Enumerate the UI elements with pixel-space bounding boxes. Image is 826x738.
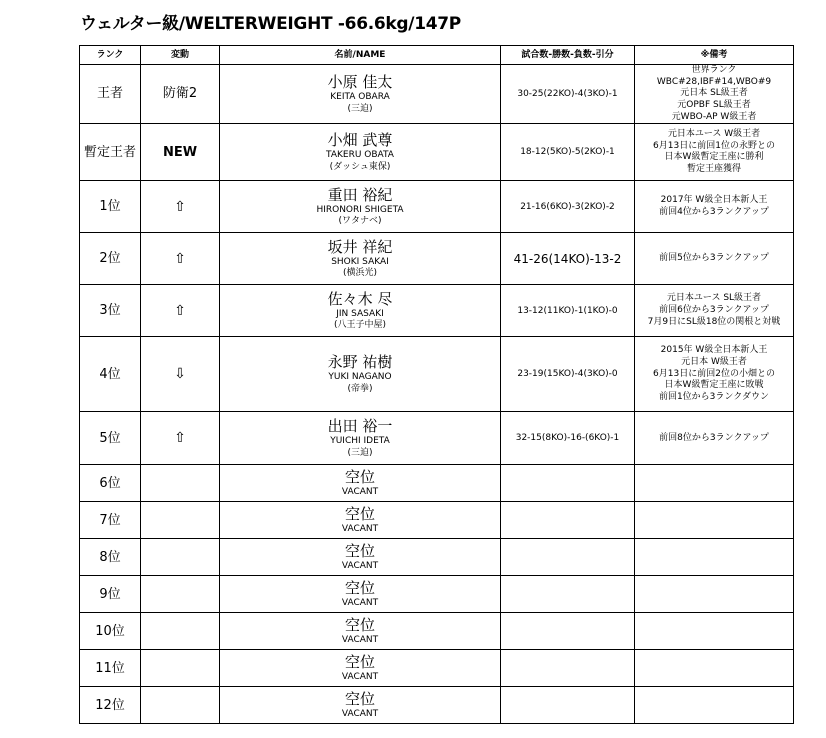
change-cell <box>141 539 220 576</box>
change-cell <box>141 687 220 724</box>
record-cell: 18-12(5KO)-5(2KO)-1 <box>501 124 635 181</box>
name-cell <box>220 412 501 465</box>
boxer-name-en: VACANT <box>341 708 379 719</box>
boxer-name-jp: 坂井 祥紀 <box>327 237 393 256</box>
table-row <box>80 181 794 233</box>
notes-cell <box>635 576 794 613</box>
record-cell: 41-26(14KO)-13-2 <box>501 233 635 285</box>
header-record: 試合数-勝数-負数-引分 <box>501 46 635 65</box>
note-line: 前回4位から3ランクアップ <box>659 206 769 217</box>
rank-down-icon: ⇩ <box>141 337 220 412</box>
table-row <box>80 650 794 687</box>
gym-name: (ワタナベ) <box>338 216 382 227</box>
note-line: 6月13日に前回2位の小畑との <box>653 368 775 379</box>
record-cell <box>501 539 635 576</box>
notes-cell <box>635 285 794 337</box>
rank-cell: 3位 <box>80 285 141 337</box>
change-cell: 防衛2 <box>141 65 220 124</box>
boxer-name-en: KEITA OBARA <box>330 91 390 102</box>
note-line: 元日本ユース W級王者 <box>667 129 761 140</box>
name-cell <box>220 576 501 613</box>
notes-cell <box>635 65 794 124</box>
table-header-row <box>80 46 794 65</box>
note-line: 元WBO-AP W級王者 <box>671 111 757 122</box>
table-row <box>80 465 794 502</box>
boxer-name-jp: 佐々木 尽 <box>327 289 393 308</box>
boxer-name-en: YUKI NAGANO <box>328 372 392 383</box>
boxer-name-en: SHOKI SAKAI <box>331 256 389 267</box>
boxer-name-jp: 出田 裕一 <box>327 417 393 436</box>
boxer-name-en: JIN SASAKI <box>336 308 384 319</box>
notes-cell <box>635 613 794 650</box>
table-row <box>80 502 794 539</box>
record-cell <box>501 465 635 502</box>
record-cell <box>501 502 635 539</box>
header-change: 変動 <box>141 46 220 65</box>
name-cell <box>220 233 501 285</box>
table-row <box>80 576 794 613</box>
ranking-table <box>79 45 794 724</box>
note-line: 元日本 SL級王者 <box>680 88 748 99</box>
boxer-name-jp: 空位 <box>344 653 375 672</box>
boxer-name-en: VACANT <box>341 523 379 534</box>
boxer-name-en: HIRONORI SHIGETA <box>316 204 404 215</box>
note-line: 暫定王座獲得 <box>686 164 741 175</box>
name-cell <box>220 613 501 650</box>
record-cell: 32-15(8KO)-16-(6KO)-1 <box>501 412 635 465</box>
notes-cell <box>635 687 794 724</box>
change-cell: NEW <box>141 124 220 181</box>
rank-cell: 5位 <box>80 412 141 465</box>
table-row <box>80 285 794 337</box>
boxer-name-jp: 重田 裕紀 <box>327 185 393 204</box>
name-cell <box>220 337 501 412</box>
boxer-name-jp: 永野 祐樹 <box>327 353 393 372</box>
note-line: 前回5位から3ランクアップ <box>659 253 769 264</box>
note-line: 7月9日にSL級18位の関根と対戦 <box>647 316 781 327</box>
notes-cell <box>635 412 794 465</box>
change-cell <box>141 650 220 687</box>
notes-cell <box>635 502 794 539</box>
name-cell <box>220 181 501 233</box>
gym-name: (ダッシュ東保) <box>329 161 391 172</box>
record-cell: 30-25(22KO)-4(3KO)-1 <box>501 65 635 124</box>
page-title: ウェルター級/WELTERWEIGHT -66.6kg/147P <box>80 14 461 34</box>
note-line: 元日本ユース SL級王者 <box>666 293 762 304</box>
note-line: 日本W級暫定王座に勝利 <box>664 152 764 163</box>
table-row <box>80 687 794 724</box>
boxer-name-jp: 小原 佳太 <box>327 73 393 92</box>
table-row <box>80 65 794 124</box>
record-cell: 21-16(6KO)-3(2KO)-2 <box>501 181 635 233</box>
gym-name: (三迫) <box>347 447 373 458</box>
table-row <box>80 124 794 181</box>
rank-up-icon: ⇧ <box>141 233 220 285</box>
boxer-name-en: VACANT <box>341 597 379 608</box>
rank-cell: 10位 <box>80 613 141 650</box>
notes-cell <box>635 181 794 233</box>
rank-cell: 4位 <box>80 337 141 412</box>
record-cell: 13-12(11KO)-1(1KO)-0 <box>501 285 635 337</box>
table-row <box>80 539 794 576</box>
note-line: 2017年 W級全日本新人王 <box>660 195 768 206</box>
boxer-name-jp: 空位 <box>344 690 375 709</box>
name-cell <box>220 65 501 124</box>
header-name: 名前/NAME <box>220 46 501 65</box>
boxer-name-jp: 空位 <box>344 468 375 487</box>
gym-name: (八王子中屋) <box>333 320 387 331</box>
table-row <box>80 233 794 285</box>
boxer-name-jp: 空位 <box>344 542 375 561</box>
note-line: 元OPBF SL級王者 <box>677 100 751 111</box>
boxer-name-jp: 空位 <box>344 616 375 635</box>
record-cell <box>501 613 635 650</box>
boxer-name-jp: 空位 <box>344 579 375 598</box>
rank-cell: 12位 <box>80 687 141 724</box>
rank-up-icon: ⇧ <box>141 285 220 337</box>
table-row <box>80 412 794 465</box>
change-cell <box>141 576 220 613</box>
boxer-name-en: VACANT <box>341 560 379 571</box>
note-line: 元日本 W級王者 <box>681 356 747 367</box>
table-row <box>80 613 794 650</box>
boxer-name-en: TAKERU OBATA <box>326 150 394 161</box>
boxer-name-en: VACANT <box>341 486 379 497</box>
boxer-name-jp: 空位 <box>344 505 375 524</box>
note-line: 2015年 W級全日本新人王 <box>660 345 768 356</box>
name-cell <box>220 650 501 687</box>
change-cell <box>141 613 220 650</box>
boxer-name-en: VACANT <box>341 634 379 645</box>
header-rank: ランク <box>80 46 141 65</box>
rank-cell: 王者 <box>80 65 141 124</box>
rank-cell: 暫定王者 <box>80 124 141 181</box>
rank-cell: 7位 <box>80 502 141 539</box>
name-cell <box>220 502 501 539</box>
notes-cell <box>635 124 794 181</box>
note-line: 前回6位から3ランクアップ <box>659 305 769 316</box>
rank-cell: 9位 <box>80 576 141 613</box>
notes-cell <box>635 465 794 502</box>
header-notes: ※備考 <box>635 46 794 65</box>
rank-up-icon: ⇧ <box>141 412 220 465</box>
notes-cell <box>635 233 794 285</box>
notes-cell <box>635 337 794 412</box>
name-cell <box>220 539 501 576</box>
record-cell <box>501 576 635 613</box>
record-cell <box>501 687 635 724</box>
record-cell <box>501 650 635 687</box>
change-cell <box>141 502 220 539</box>
rank-cell: 6位 <box>80 465 141 502</box>
note-line: 6月13日に前回1位の永野との <box>653 140 775 151</box>
rank-cell: 8位 <box>80 539 141 576</box>
note-line: 前回1位から3ランクダウン <box>658 391 770 402</box>
name-cell <box>220 465 501 502</box>
notes-cell <box>635 539 794 576</box>
boxer-name-jp: 小畑 武尊 <box>327 131 393 150</box>
note-line: 日本W級暫定王座に敗戦 <box>664 380 764 391</box>
gym-name: (帝拳) <box>347 383 373 394</box>
rank-up-icon: ⇧ <box>141 181 220 233</box>
boxer-name-en: YUICHI IDETA <box>330 436 390 447</box>
table-row <box>80 337 794 412</box>
rank-cell: 1位 <box>80 181 141 233</box>
record-cell: 23-19(15KO)-4(3KO)-0 <box>501 337 635 412</box>
gym-name: (横浜光) <box>342 268 378 279</box>
name-cell <box>220 687 501 724</box>
note-line: 世界ランク WBC#28,IBF#14,WBO#9 <box>656 65 772 87</box>
boxer-name-en: VACANT <box>341 671 379 682</box>
rank-cell: 2位 <box>80 233 141 285</box>
notes-cell <box>635 650 794 687</box>
name-cell <box>220 124 501 181</box>
name-cell <box>220 285 501 337</box>
note-line: 前回8位から3ランクアップ <box>659 432 769 443</box>
rank-cell: 11位 <box>80 650 141 687</box>
gym-name: (三迫) <box>347 103 373 114</box>
change-cell <box>141 465 220 502</box>
